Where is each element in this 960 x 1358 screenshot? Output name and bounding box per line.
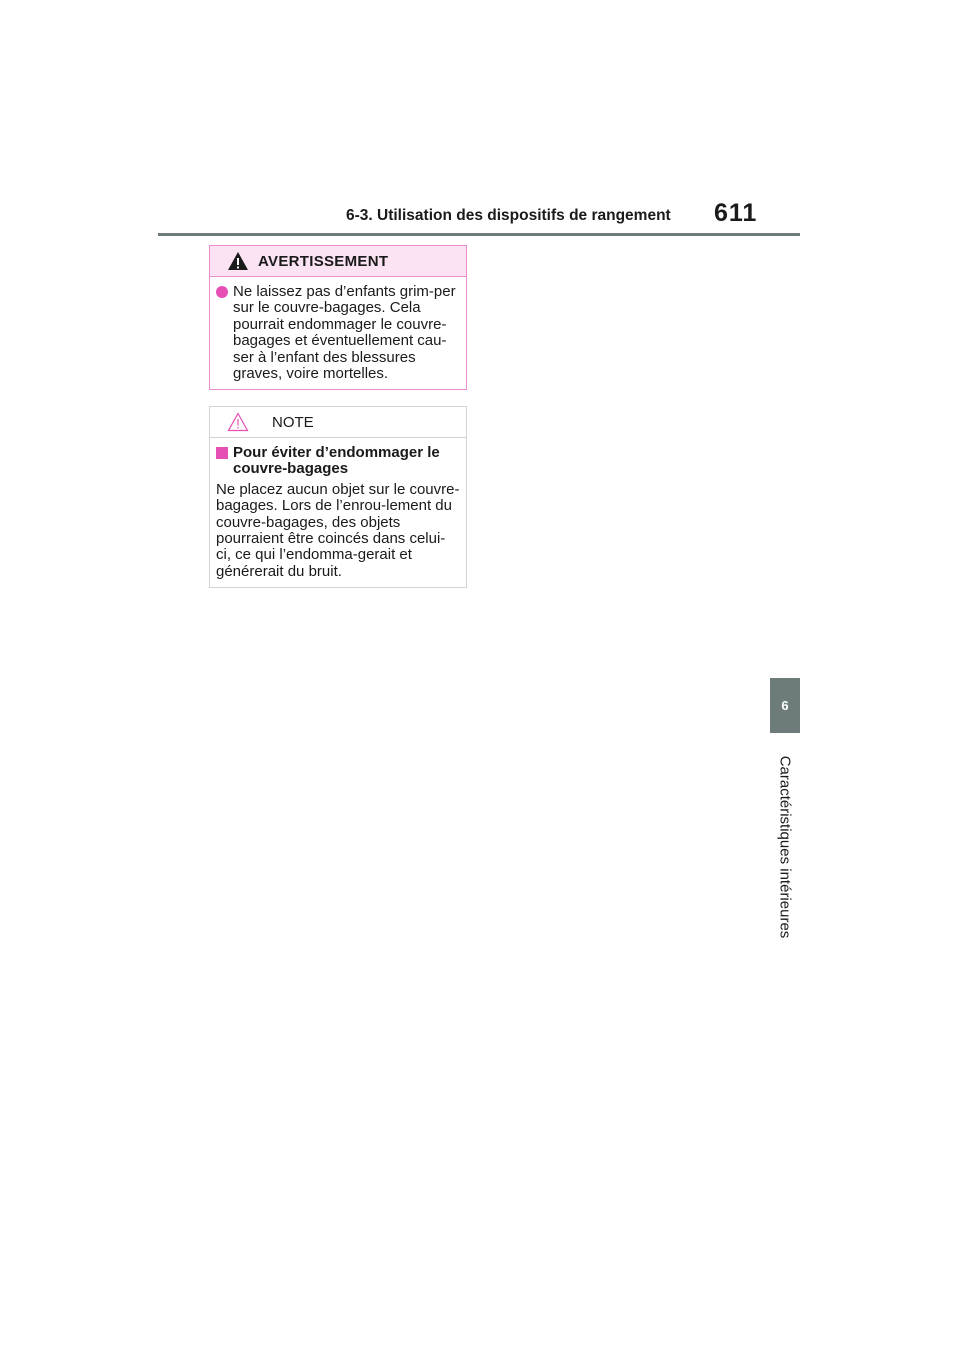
warning-header xyxy=(210,246,466,277)
note-header xyxy=(210,407,466,438)
note-title: NOTE xyxy=(272,414,314,431)
warning-body xyxy=(210,277,466,382)
chapter-title: Caractéristiques intérieures xyxy=(776,755,794,939)
caution-outline-icon xyxy=(227,412,249,432)
warning-title: AVERTISSEMENT xyxy=(258,253,389,270)
warning-text: Ne laissez pas d’enfants grim-per sur le couvre-bagages. Cela pourrait endommager le couvre-bagages et éventuellement cau-ser à l’enfant des blessures graves, voire mortelles. xyxy=(233,283,456,383)
warning-triangle-icon xyxy=(227,251,249,271)
note-box xyxy=(209,406,467,588)
chapter-tab xyxy=(770,678,800,733)
warning-box xyxy=(209,245,467,390)
page-number: 611 xyxy=(714,199,758,227)
note-heading-row xyxy=(216,445,460,478)
chapter-number: 6 xyxy=(781,698,789,713)
note-body xyxy=(210,438,466,580)
section-title: 6-3. Utilisation des dispositifs de rangement xyxy=(346,207,671,224)
warning-bullet xyxy=(216,284,460,382)
note-heading: Pour éviter d’endommager le couvre-bagages xyxy=(233,444,440,478)
square-bullet-icon xyxy=(216,447,228,459)
bullet-dot-icon xyxy=(216,286,228,298)
header-rule xyxy=(158,233,800,236)
note-text: Ne placez aucun objet sur le couvre-bagages. Lors de l’enrou-lement du couvre-bagages, des objets pourraient être coincés dans celui-ci, ce qui l’endomma-gerait et générerait du bruit. xyxy=(216,480,460,580)
